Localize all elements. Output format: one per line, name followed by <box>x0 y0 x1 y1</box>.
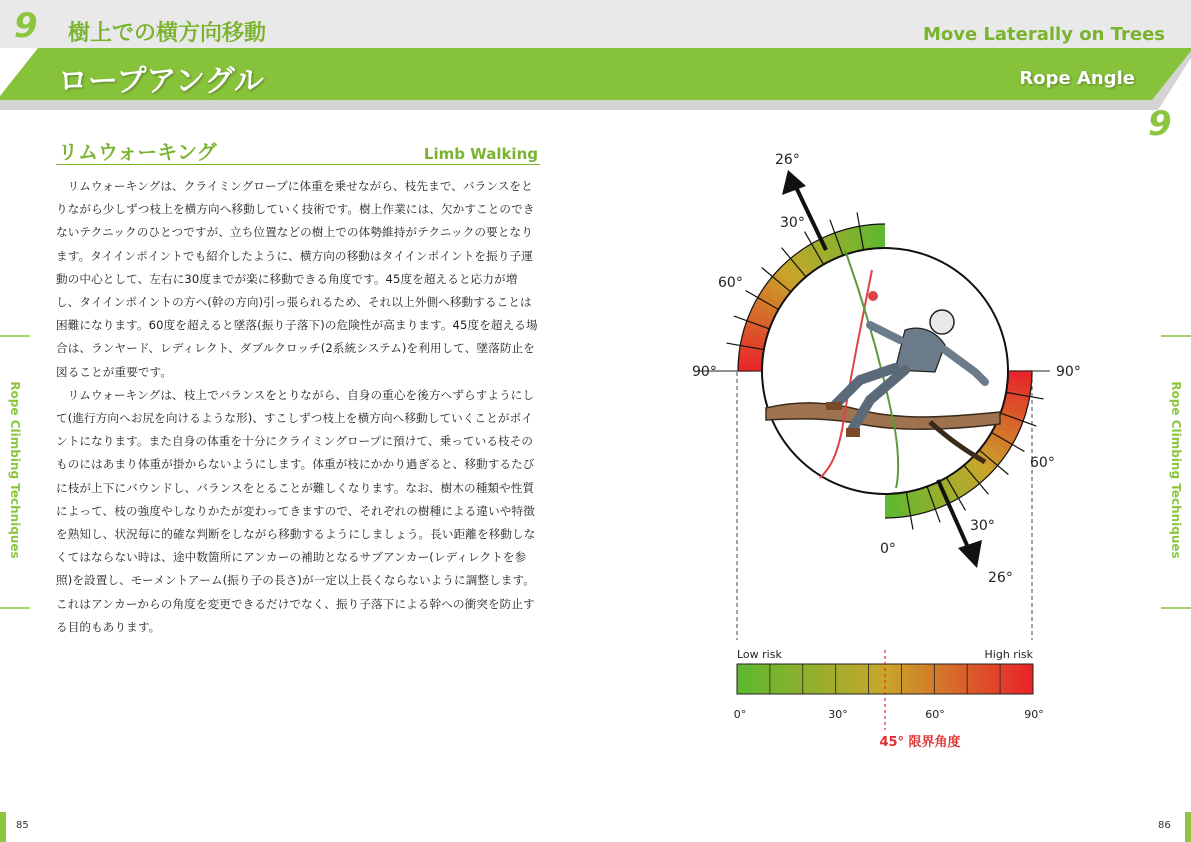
side-label-left: Rope Climbing Techniques <box>8 381 22 559</box>
risk-low-label: Low risk <box>737 648 782 661</box>
arrow-upper <box>782 170 826 250</box>
scale-tick-label: 90° <box>1024 708 1044 721</box>
scale-tick-label: 0° <box>733 708 747 721</box>
angle-label-26-top: 26° <box>775 152 800 168</box>
scale-tick-label: 60° <box>925 708 945 721</box>
page-number-left: 85 <box>16 820 29 831</box>
chapter-title-jp: 樹上での横方向移動 <box>68 21 267 46</box>
angle-label-26-bottom: 26° <box>988 570 1013 586</box>
angle-label-30-lower: 30° <box>970 518 995 534</box>
risk-high-label: High risk <box>984 648 1033 661</box>
body-paragraph: リムウォーキングは、枝上でバランスをとりながら、自身の重心を後方へずらすようにして(進行方向へお尻を向けるような形)、すこしずつ枝上を横方向へ移動していくことがポイントになります。また自身の体重を十分にクライミングロープに預けて、乗っている枝そのものにはあまり体重が掛からないようにします。体重が枝にかかり過ぎると、移動するたびに枝が上下にバウンドし、バランスをとることが難しくなります。なお、樹木の種類や性質によって、枝の強度やしなりかたが変わってきますので、それぞれの樹種による違いや特徴を熟知し、状況毎に的確な判断をしながら移動するようにしましょう。長い距離を移動しなくてはならない時は、途中数箇所にアンカーの補助となるサブアンカー(レディレクトを参照)を設置し、モーメントアーム(振り子の長さ)が一定以上長くならないように調整します。これはアンカーからの角度を変更できるだけでなく、振り子落下による幹への衝突を防止する目的もあります。 <box>56 387 536 634</box>
angle-label-0: 0° <box>880 541 896 557</box>
rope-pulley <box>868 291 878 301</box>
side-label-right: Rope Climbing Techniques <box>1169 381 1183 559</box>
chapter-number: 9 <box>14 6 38 46</box>
angle-label-30-upper: 30° <box>780 215 805 231</box>
section-title-jp: リムウォーキング <box>58 140 217 164</box>
helmet <box>930 310 954 334</box>
page-title-en: Rope Angle <box>1019 68 1135 89</box>
section-title-en: Limb Walking <box>423 145 538 163</box>
limit-angle-label: 45° 限界角度 <box>879 735 961 750</box>
angle-label-90-right: 90° <box>1056 364 1081 380</box>
body-paragraph: リムウォーキングは、クライミングロープに体重を乗せながら、枝先まで、バランスをとりながら少しずつ枝上を横方向へ移動していく技術です。樹上作業には、欠かすことのできないテクニックのひとつですが、立ち位置などの樹上での体勢維持がテクニックの要となります。タイインポイントでも紹介したように、横方向の移動はタイインポイントを振り子運動の中心として、左右に30度までが楽に移動できる角度です。45度を超えると応力が増し、タイインポイントの方へ(幹の方向)引っ張られるため、それ以上外側へ移動することは困難になります。60度を超えると墜落(振り子落下)の危険性が高まります。45度を超える場合は、ランヤード、レディレクト、ダブルクロッチ(2系統システム)を利用して、墜落防止を図ることが重要です。 <box>56 179 538 379</box>
chapter-number-right: 9 <box>1148 104 1172 144</box>
page-number-right: 86 <box>1158 820 1171 831</box>
angle-label-60-lower: 60° <box>1030 455 1055 471</box>
angle-label-90-left: 90° <box>692 364 717 380</box>
chapter-title-en: Move Laterally on Trees <box>922 24 1165 45</box>
angle-label-60-upper: 60° <box>718 275 743 291</box>
page-title-jp: ロープアングル <box>58 64 264 99</box>
climber-boot-right <box>846 428 860 437</box>
climber-boot-left <box>826 402 842 410</box>
scale-tick-label: 30° <box>828 708 848 721</box>
